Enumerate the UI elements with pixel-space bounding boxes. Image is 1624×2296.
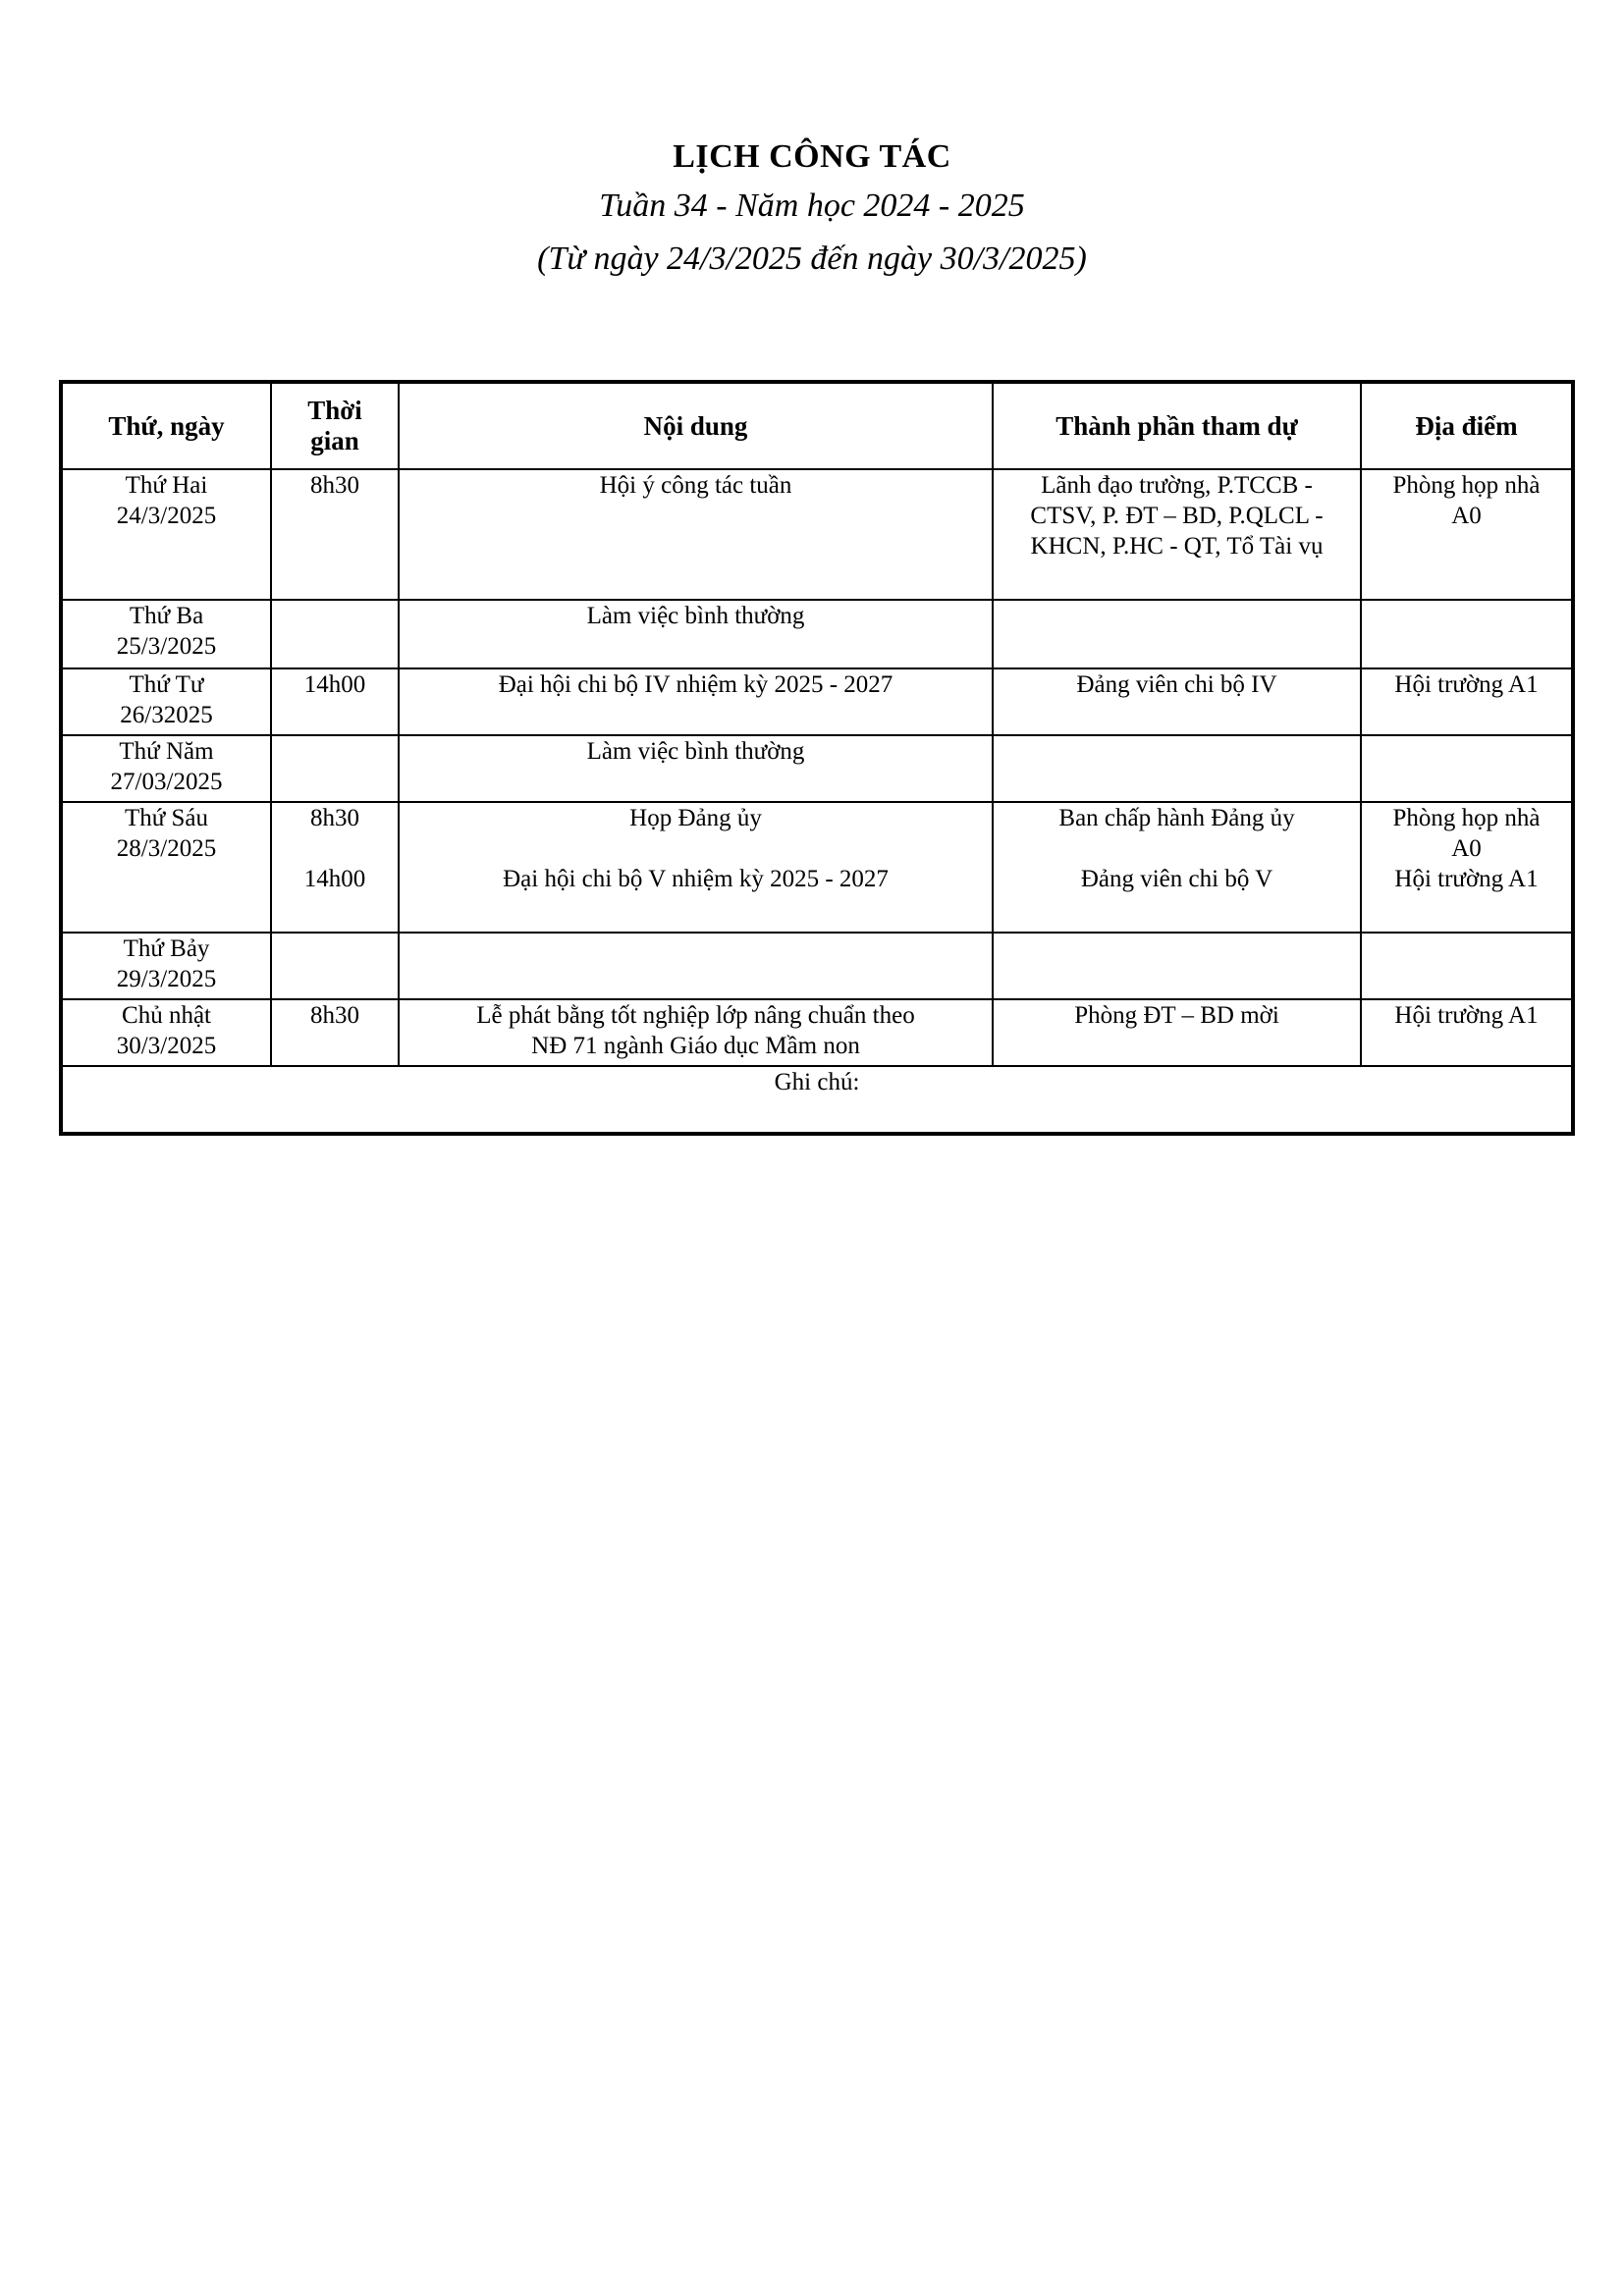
location-cell [1361,600,1573,668]
note-row [61,1066,1573,1134]
content-cell: Đại hội chi bộ IV nhiệm kỳ 2025 - 2027 [399,668,993,735]
attendees-cell: Phòng ĐT – BD mời [993,999,1361,1066]
page-header [0,133,1624,287]
day-date: 28/3/2025 [116,835,217,862]
attendees-cell [993,933,1361,999]
location-cell: Hội trường A1 [1361,668,1573,735]
day-name: Thứ Sáu [124,805,209,831]
page-subtitle: Tuần 34 - Năm học 2024 - 2025 [599,187,1025,224]
day-date: 25/3/2025 [116,633,217,660]
schedule-table [59,380,1575,1136]
time-cell: 14h00 [271,668,399,735]
content-cell: Làm việc bình thường [399,735,993,802]
attendees-cell: Đảng viên chi bộ IV [993,668,1361,735]
day-date: 27/03/2025 [110,769,223,795]
day-cell [61,802,271,933]
day-date: 29/3/2025 [116,966,217,992]
table-row [61,735,1573,802]
attendees-cell [993,802,1361,933]
content-cell [399,802,993,933]
location-cell: Hội trường A1 [1361,999,1573,1066]
table-row [61,600,1573,668]
column-header-location: Địa điểm [1361,382,1573,469]
date-range: (Từ ngày 24/3/2025 đến ngày 30/3/2025) [537,240,1087,277]
day-date: 26/32025 [120,702,213,728]
day-date: 24/3/2025 [116,503,217,529]
table-row [61,668,1573,735]
column-header-time-line2: gian [310,426,359,455]
time-line: 14h00 [303,866,366,892]
location-line: Phòng họp nhà [1392,805,1541,831]
location-line: Phòng họp nhà [1392,472,1541,499]
day-date: 30/3/2025 [116,1033,217,1059]
column-header-time [271,382,399,469]
attendees-line: Đảng viên chi bộ V [1080,866,1273,892]
day-cell [61,600,271,668]
day-name: Thứ Hai [125,472,208,499]
day-name: Thứ Ba [129,603,204,629]
day-name: Chủ nhật [122,1002,211,1029]
location-cell [1361,735,1573,802]
location-cell [1361,469,1573,600]
content-cell: Làm việc bình thường [399,600,993,668]
time-cell [271,735,399,802]
attendees-line: Lãnh đạo trường, P.TCCB - [1041,472,1313,499]
column-header-time-line1: Thời [307,396,362,425]
time-cell [271,933,399,999]
content-line: Đại hội chi bộ V nhiệm kỳ 2025 - 2027 [503,866,889,892]
attendees-line: KHCN, P.HC - QT, Tổ Tài vụ [1030,533,1324,560]
day-cell [61,668,271,735]
location-line: A0 [1451,835,1482,862]
attendees-cell [993,469,1361,600]
content-cell [399,999,993,1066]
location-line: A0 [1451,503,1482,529]
time-cell: 8h30 [271,999,399,1066]
content-line: NĐ 71 ngành Giáo dục Mầm non [531,1033,860,1059]
page-title: LỊCH CÔNG TÁC [673,138,951,175]
time-line: 8h30 [310,805,359,831]
attendees-line: CTSV, P. ĐT – BD, P.QLCL - [1030,503,1324,529]
attendees-line: Ban chấp hành Đảng ủy [1058,805,1295,831]
day-cell [61,933,271,999]
attendees-cell [993,735,1361,802]
time-cell [271,600,399,668]
table-row [61,933,1573,999]
attendees-cell [993,600,1361,668]
day-cell [61,999,271,1066]
location-cell [1361,802,1573,933]
table-row [61,802,1573,933]
column-header-content: Nội dung [399,382,993,469]
table-header-row [61,382,1573,469]
time-cell [271,802,399,933]
time-cell: 8h30 [271,469,399,600]
content-cell: Hội ý công tác tuần [399,469,993,600]
column-header-day: Thứ, ngày [61,382,271,469]
day-cell [61,735,271,802]
content-cell [399,933,993,999]
day-name: Thứ Bảy [123,935,210,962]
day-cell [61,469,271,600]
column-header-attendees: Thành phần tham dự [993,382,1361,469]
location-cell [1361,933,1573,999]
table-row [61,999,1573,1066]
location-line: Hội trường A1 [1394,866,1539,892]
day-name: Thứ Năm [119,738,214,765]
table-row [61,469,1573,600]
content-line: Họp Đảng ủy [629,805,762,831]
note-label: Ghi chú: [61,1066,1573,1134]
day-name: Thứ Tư [129,671,204,698]
content-line: Lễ phát bằng tốt nghiệp lớp nâng chuẩn theo [476,1002,915,1029]
